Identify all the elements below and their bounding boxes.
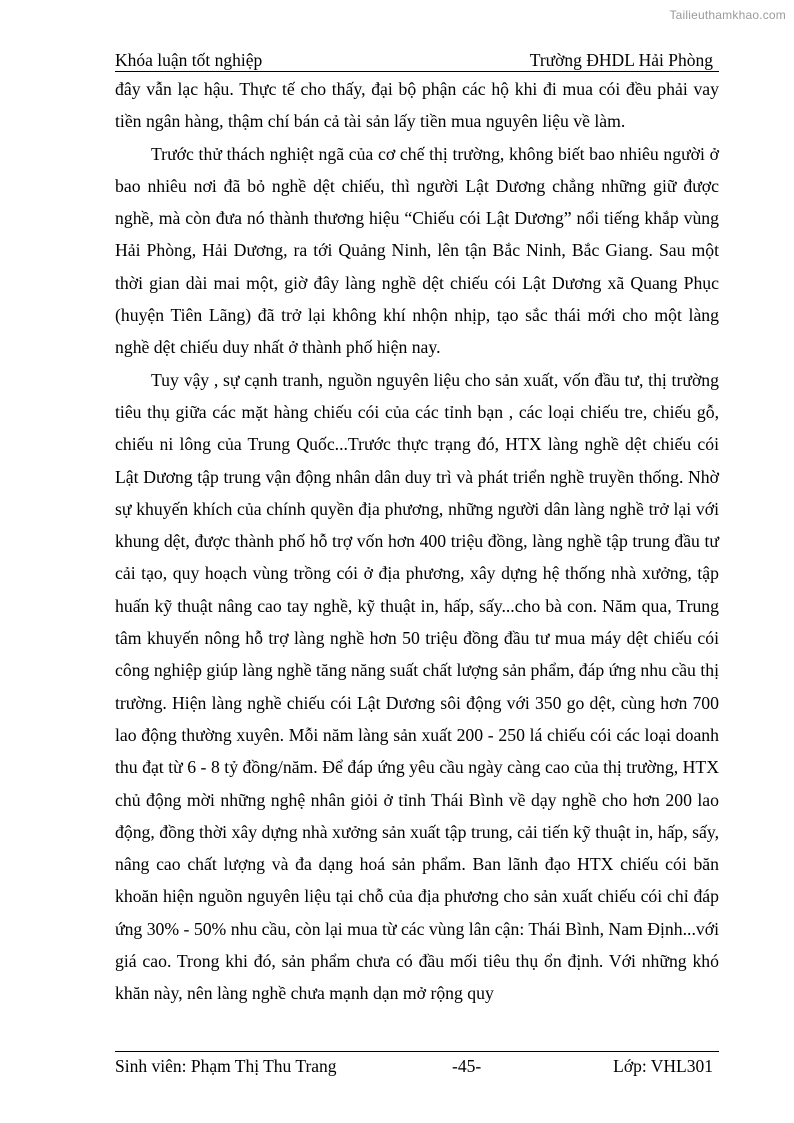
header-university-label: Trường ĐHDL Hải Phòng — [529, 50, 713, 70]
footer-student-name: Sinh viên: Phạm Thị Thu Trang — [115, 1056, 337, 1076]
document-body — [115, 73, 719, 1010]
footer-class-code: Lớp: VHL301 — [613, 1056, 713, 1076]
footer-divider — [115, 1051, 719, 1052]
header-divider — [115, 71, 719, 72]
paragraph: Tuy vậy , sự cạnh tranh, nguồn nguyên liệu cho sản xuất, vốn đầu tư, thị trường tiêu thụ giữa các mặt hàng chiếu cói của các tỉnh bạn , các loại chiếu tre, chiếu gỗ, chiếu ni lông của Trung Quốc...Trước thực trạng đó, HTX làng nghề dệt chiếu cói Lật Dương tập trung vận động nhân dân duy trì và phát triển nghề truyền thống. Nhờ sự khuyến khích của chính quyền địa phương, những người dân làng nghề trở lại với khung dệt, được thành phố hỗ trợ vốn hơn 400 triệu đồng, làng nghề tập trung đầu tư cải tạo, quy hoạch vùng trồng cói ở địa phương, xây dựng hệ thống nhà xưởng, tập huấn kỹ thuật nâng cao tay nghề, kỹ thuật in, hấp, sấy...cho bà con. Năm qua, Trung tâm khuyến nông hỗ trợ làng nghề hơn 50 triệu đồng đầu tư mua máy dệt chiếu cói công nghiệp giúp làng nghề tăng năng suất chất lượng sản phẩm, đáp ứng nhu cầu thị trường. Hiện làng nghề chiếu cói Lật Dương sôi động với 350 go dệt, cùng hơn 700 lao động thường xuyên. Mỗi năm làng sản xuất 200 - 250 lá chiếu cói các loại doanh thu đạt từ 6 - 8 tỷ đồng/năm. Để đáp ứng yêu cầu ngày càng cao của thị trường, HTX chủ động mời những nghệ nhân giỏi ở tỉnh Thái Bình về dạy nghề cho hơn 200 lao động, đồng thời xây dựng nhà xưởng sản xuất tập trung, cải tiến kỹ thuật in, hấp, sấy, nâng cao chất lượng và đa dạng hoá sản phẩm. Ban lãnh đạo HTX chiếu cói băn khoăn hiện nguồn nguyên liệu tại chỗ của địa phương cho sản xuất chiếu cói chỉ đáp ứng 30% - 50% nhu cầu, còn lại mua từ các vùng lân cận: Thái Bình, Nam Định...với giá cao. Trong khi đó, sản phẩm chưa có đầu mối tiêu thụ ổn định. Với những khó khăn này, nên làng nghề chưa mạnh dạn mở rộng quy — [115, 369, 719, 1004]
page-header — [115, 49, 713, 71]
page-number: -45- — [452, 1056, 482, 1076]
paragraph: Trước thử thách nghiệt ngã của cơ chế thị trường, không biết bao nhiêu người ở bao nhiêu nơi đã bỏ nghề dệt chiếu, thì người Lật Dương chẳng những giữ được nghề, mà còn đưa nó thành thương hiệu “Chiếu cói Lật Dương” nổi tiếng khắp vùng Hải Phòng, Hải Dương, ra tới Quảng Ninh, lên tận Bắc Ninh, Bắc Giang. Sau một thời gian dài mai một, giờ đây làng nghề dệt chiếu cói Lật Dương xã Quang Phục (huyện Tiên Lãng) đã trở lại không khí nhộn nhịp, tạo sắc thái mới cho một làng nghề dệt chiếu duy nhất ở thành phố hiện nay. — [115, 143, 719, 358]
paragraph-continuation: đây vẫn lạc hậu. Thực tế cho thấy, đại bộ phận các hộ khi đi mua cói đều phải vay tiền ngân hàng, thậm chí bán cả tài sản lấy tiền mua nguyên liệu về làm. — [115, 79, 719, 132]
page-footer — [115, 1055, 713, 1077]
watermark-text: Tailieuthamkhao.com — [669, 8, 786, 22]
header-thesis-label: Khóa luận tốt nghiệp — [115, 50, 263, 70]
